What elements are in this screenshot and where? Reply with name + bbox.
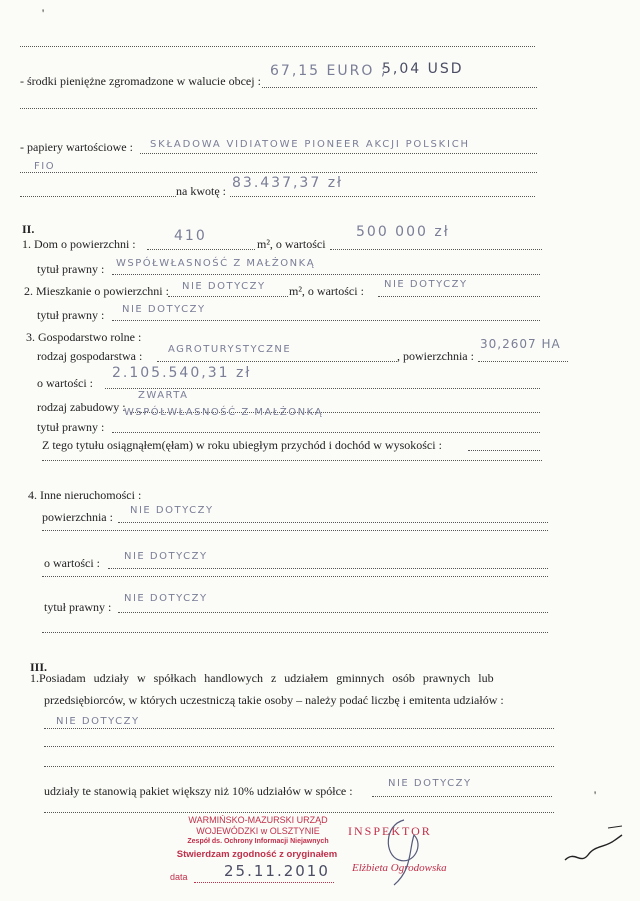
dotted-line — [44, 728, 554, 729]
farm-area-value: 30,2607 HA — [480, 337, 561, 351]
dotted-line — [194, 882, 334, 883]
stamp-line-4: Stwierdzam zgodność z oryginałem — [176, 849, 338, 860]
farm-build-value: ZWARTA — [138, 390, 189, 401]
other-title-label: tytuł prawny : — [44, 600, 112, 614]
farm-title-value: WSPÓŁWŁASNOŚĆ Z MAŁŻONKĄ — [124, 407, 324, 418]
dotted-line — [112, 432, 540, 433]
flat-unit-label: m², o wartości : — [289, 284, 364, 298]
house-label: 1. Dom o powierzchni : — [22, 237, 136, 251]
dotted-line — [42, 632, 548, 633]
dotted-line — [118, 612, 548, 613]
dotted-line — [140, 153, 537, 154]
cash-value-eur: 67,15 EURO ; — [270, 63, 388, 79]
flat-title-value: NIE DOTYCZY — [122, 304, 206, 315]
dotted-line — [157, 361, 397, 362]
shares-line-1: 1.Posiadam udziały w spółkach handlowych z udziałem gminnych osób prawnych lub — [30, 671, 494, 685]
other-value: NIE DOTYCZY — [124, 551, 208, 562]
dotted-line — [230, 196, 535, 197]
dotted-line — [44, 766, 554, 767]
other-label: 4. Inne nieruchomości : — [28, 488, 142, 502]
farm-label: 3. Gospodarstwo rolne : — [26, 330, 142, 344]
dotted-line — [112, 274, 540, 275]
top-mark: ' — [42, 6, 45, 20]
farm-value-label: o wartości : — [37, 376, 93, 390]
dotted-line — [262, 87, 537, 88]
amount-label: na kwotę : — [176, 184, 226, 198]
farm-type-value: AGROTURYSTYCZNE — [168, 344, 292, 355]
other-area-value: NIE DOTYCZY — [130, 505, 214, 516]
flat-label: 2. Mieszkanie o powierzchni : — [24, 284, 169, 298]
dotted-line — [42, 576, 548, 577]
dotted-line — [372, 796, 552, 797]
inspector-name: Elżbieta Ogrodowska — [352, 862, 447, 874]
pct-label: udziały te stanowią pakiet większy niż 10% udziałów w spółce : — [44, 784, 353, 798]
dotted-line — [42, 530, 548, 531]
dotted-line — [112, 320, 540, 321]
dotted-line — [330, 249, 542, 250]
house-unit-label: m², o wartości — [257, 237, 326, 251]
dotted-line — [168, 296, 288, 297]
stamp-line-2: WOJEWÓDZKI w OLSZTYNIE — [196, 826, 320, 836]
section-ii-heading: II. — [22, 222, 35, 236]
dotted-line — [42, 460, 542, 461]
house-value: 500 000 zł — [356, 224, 450, 240]
securities-value: SKŁADOWA VIDIATOWE PIONEER AKCJI POLSKICH — [150, 139, 470, 150]
house-area: 410 — [174, 228, 207, 244]
securities-label: - papiery wartościowe : — [20, 140, 133, 154]
stamp-line-1: WARMIŃSKO-MAZURSKI URZĄD — [188, 815, 328, 825]
dotted-line — [468, 450, 540, 451]
signature-icon — [560, 820, 630, 870]
dotted-line — [44, 812, 554, 813]
stamp-date-label: data — [170, 872, 188, 882]
cash-label: - środki pieniężne zgromadzone w walucie obcej : — [20, 74, 261, 88]
securities-value-2: FIO — [34, 161, 56, 172]
shares-value: NIE DOTYCZY — [56, 716, 140, 727]
inspector-title: INSPEKTOR — [348, 824, 432, 838]
farm-title-label: tytuł prawny : — [37, 420, 105, 434]
shares-line-2: przedsiębiorców, w których uczestniczą takie osoby – należy podać liczbę i emitenta udziałów : — [44, 693, 504, 707]
dotted-line — [20, 172, 537, 173]
other-area-label: powierzchnia : — [42, 510, 113, 524]
other-title-value: NIE DOTYCZY — [124, 593, 208, 604]
margin-tick: ' — [594, 788, 597, 802]
dotted-line — [378, 296, 540, 297]
flat-value: NIE DOTYCZY — [384, 279, 468, 290]
flat-title-label: tytuł prawny : — [37, 308, 105, 322]
dotted-line — [20, 108, 537, 109]
stamp-line-3: Zespół ds. Ochrony Informacji Niejawnych — [187, 838, 329, 845]
house-title-label: tytuł prawny : — [37, 262, 105, 276]
farm-build-label: rodzaj zabudowy : — [37, 400, 126, 414]
dotted-line — [478, 361, 568, 362]
dotted-line — [20, 196, 176, 197]
cash-value-usd: 5,04 USD — [382, 61, 464, 77]
other-value-label: o wartości : — [44, 556, 100, 570]
section-iii-heading: III. — [30, 660, 48, 674]
farm-area-label: , powierzchnia : — [397, 349, 474, 363]
dotted-line — [108, 568, 548, 569]
pct-value: NIE DOTYCZY — [388, 778, 472, 789]
farm-type-label: rodzaj gospodarstwa : — [37, 349, 143, 363]
house-title-value: WSPÓŁWŁASNOŚĆ Z MAŁŻONKĄ — [116, 258, 316, 269]
farm-value: 2.105.540,31 zł — [112, 365, 252, 381]
dotted-line — [118, 522, 548, 523]
income-label: Z tego tytułu osiągnąłem(ęłam) w roku ubiegłym przychód i dochód w wysokości : — [42, 438, 442, 452]
stamp-date-value: 25.11.2010 — [224, 862, 330, 880]
dotted-line — [147, 249, 255, 250]
amount-value: 83.437,37 zł — [232, 175, 344, 191]
dotted-line — [44, 746, 554, 747]
inspector-signature — [374, 810, 454, 890]
dotted-line — [20, 46, 535, 47]
flat-area: NIE DOTYCZY — [182, 281, 266, 292]
